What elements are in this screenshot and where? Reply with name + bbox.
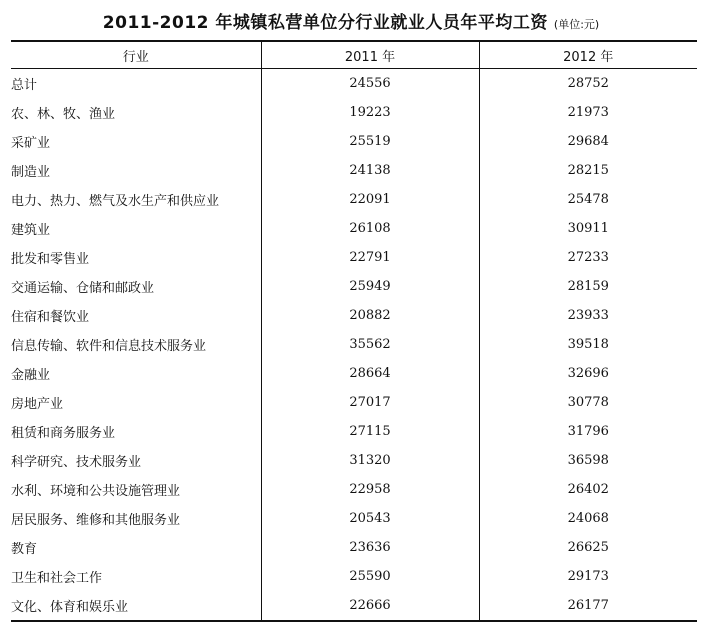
unit-note: (单位:元): [553, 18, 600, 31]
wage-2012-cell: 26402: [479, 475, 697, 504]
table-row: [11, 330, 697, 359]
wage-2011-cell: 23636: [261, 533, 479, 562]
wage-2011-cell: 20882: [261, 301, 479, 330]
wage-2012-cell: 28215: [479, 156, 697, 185]
table-row: [11, 272, 697, 301]
wage-2011-cell: 25519: [261, 127, 479, 156]
wage-2012-cell: 24068: [479, 504, 697, 533]
table-row: [11, 214, 697, 243]
table-row: [11, 98, 697, 127]
industry-cell: 建筑业: [11, 223, 51, 238]
industry-cell: 交通运输、仓储和邮政业: [11, 281, 155, 296]
page-title: [0, 8, 702, 33]
wage-2012-cell: 30778: [479, 388, 697, 417]
industry-cell: 住宿和餐饮业: [11, 310, 90, 325]
wage-2012-cell: 36598: [479, 446, 697, 475]
table-row: [11, 156, 697, 185]
wage-2012-cell: 29684: [479, 127, 697, 156]
table-title: 2011-2012 年城镇私营单位分行业就业人员年平均工资: [102, 13, 548, 33]
wage-2011-cell: 22958: [261, 475, 479, 504]
wage-2011-cell: 28664: [261, 359, 479, 388]
wage-2011-cell: 24138: [261, 156, 479, 185]
industry-cell: 租赁和商务服务业: [11, 426, 116, 441]
wage-2012-cell: 21973: [479, 98, 697, 127]
industry-cell: 采矿业: [11, 136, 51, 151]
industry-cell: 居民服务、维修和其他服务业: [11, 513, 181, 528]
wage-2011-cell: 27017: [261, 388, 479, 417]
wage-2011-cell: 22091: [261, 185, 479, 214]
wage-2011-cell: 35562: [261, 330, 479, 359]
wage-2011-cell: 25949: [261, 272, 479, 301]
wage-2012-cell: 29173: [479, 562, 697, 591]
table-row: [11, 446, 697, 475]
industry-cell: 总计: [11, 78, 38, 93]
wage-2012-cell: 28752: [479, 69, 697, 99]
table-row: [11, 417, 697, 446]
wage-2011-cell: 27115: [261, 417, 479, 446]
header-industry: 行业: [11, 41, 261, 69]
wage-2012-cell: 28159: [479, 272, 697, 301]
table-row: [11, 475, 697, 504]
table-row: [11, 185, 697, 214]
header-2012: 2012 年: [479, 41, 697, 69]
industry-cell: 金融业: [11, 368, 51, 383]
industry-cell: 批发和零售业: [11, 252, 90, 267]
table-row: [11, 388, 697, 417]
wage-2011-cell: 22666: [261, 591, 479, 621]
wage-2012-cell: 39518: [479, 330, 697, 359]
industry-cell: 教育: [11, 542, 38, 557]
table-body: [11, 69, 697, 622]
table-row: [11, 301, 697, 330]
table-row: [11, 69, 697, 99]
industry-cell: 房地产业: [11, 397, 64, 412]
wage-2012-cell: 32696: [479, 359, 697, 388]
wage-2011-cell: 25590: [261, 562, 479, 591]
wage-2012-cell: 23933: [479, 301, 697, 330]
header-2011: 2011 年: [261, 41, 479, 69]
table-row: [11, 591, 697, 621]
industry-cell: 电力、热力、燃气及水生产和供应业: [11, 194, 220, 209]
wage-2012-cell: 26177: [479, 591, 697, 621]
wage-2012-cell: 30911: [479, 214, 697, 243]
wage-table: [11, 40, 697, 622]
table-row: [11, 243, 697, 272]
wage-2012-cell: 26625: [479, 533, 697, 562]
wage-2011-cell: 26108: [261, 214, 479, 243]
wage-2012-cell: 27233: [479, 243, 697, 272]
wage-2012-cell: 25478: [479, 185, 697, 214]
wage-2011-cell: 22791: [261, 243, 479, 272]
industry-cell: 卫生和社会工作: [11, 571, 103, 586]
wage-2011-cell: 24556: [261, 69, 479, 99]
wage-2012-cell: 31796: [479, 417, 697, 446]
wage-2011-cell: 19223: [261, 98, 479, 127]
industry-cell: 水利、环境和公共设施管理业: [11, 484, 181, 499]
wage-2011-cell: 31320: [261, 446, 479, 475]
industry-cell: 文化、体育和娱乐业: [11, 591, 261, 621]
table-row: [11, 359, 697, 388]
table-row: [11, 533, 697, 562]
industry-cell: 科学研究、技术服务业: [11, 455, 142, 470]
header-row: [11, 41, 697, 69]
table-row: [11, 562, 697, 591]
industry-cell: 制造业: [11, 165, 51, 180]
industry-cell: 信息传输、软件和信息技术服务业: [11, 339, 207, 354]
wage-2011-cell: 20543: [261, 504, 479, 533]
table-row: [11, 504, 697, 533]
industry-cell: 农、林、牧、渔业: [11, 107, 116, 122]
table-row: [11, 127, 697, 156]
